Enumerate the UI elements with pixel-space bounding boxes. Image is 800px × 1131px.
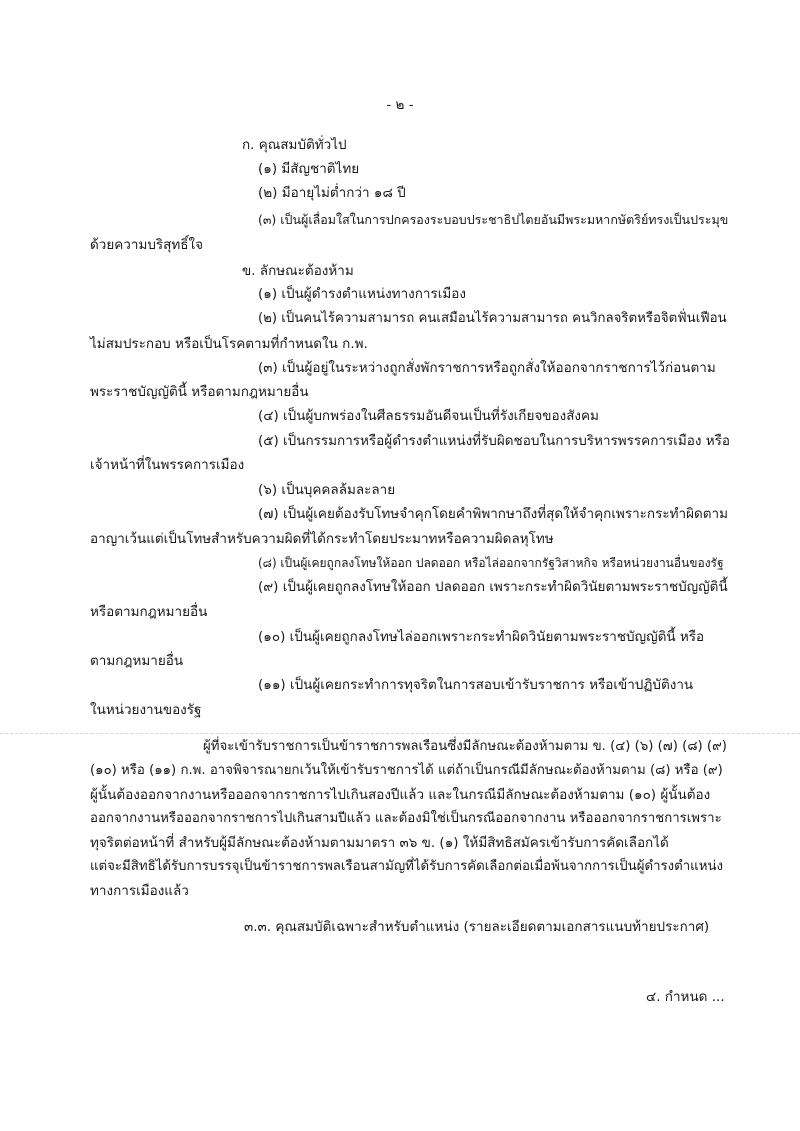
list-item: (๕) เป็นกรรมการหรือผู้ดำรงตำแหน่งที่รับผิดชอบในการบริหารพรรคการเมือง หรือ xyxy=(258,433,730,449)
list-item: (๖) เป็นบุคคลล้มละลาย xyxy=(258,482,396,498)
list-item: (๑๐) เป็นผู้เคยถูกลงโทษไล่ออกเพราะกระทำผิดวินัยตามพระราชบัญญัตินี้ หรือ xyxy=(258,629,705,645)
text-line: ในหน่วยงานของรัฐ xyxy=(90,702,202,718)
list-item: (๗) เป็นผู้เคยต้องรับโทษจำคุกโดยคำพิพากษาถึงที่สุดให้จำคุกเพราะกระทำผิดตาม xyxy=(258,506,728,522)
text-line: หรือตามกฎหมายอื่น xyxy=(90,604,208,620)
list-item: (๑) เป็นผู้ดำรงตำแหน่งทางการเมือง xyxy=(258,286,466,302)
section-heading: ก. คุณสมบัติทั่วไป xyxy=(242,137,347,153)
list-item: (๑๑) เป็นผู้เคยกระทำการทุจริตในการสอบเข้ารับราชการ หรือเข้าปฏิบัติงาน xyxy=(258,677,694,693)
list-item: (๓) เป็นผู้เลื่อมใสในการปกครองระบอบประชาธิปไตยอันมีพระมหากษัตริย์ทรงเป็นประมุข xyxy=(258,212,729,227)
text-line: ทุจริตต่อหน้าที่ สำหรับผู้มีลักษณะต้องห้ามตามมาตรา ๓๖ ข. (๑) ให้มีสิทธิสมัครเข้ารับการคัดเลือกได้ xyxy=(90,835,669,851)
text-line: ทางการเมืองแล้ว xyxy=(90,883,189,899)
list-item: (๘) เป็นผู้เคยถูกลงโทษให้ออก ปลดออก หรือไล่ออกจากรัฐวิสาหกิจ หรือหน่วยงานอื่นของรัฐ xyxy=(258,556,724,570)
divider-line xyxy=(0,733,800,734)
list-item: (๒) เป็นคนไร้ความสามารถ คนเสมือนไร้ความสามารถ คนวิกลจริตหรือจิตฟั่นเฟือน xyxy=(258,311,727,326)
list-item: (๑) มีสัญชาติไทย xyxy=(258,161,360,177)
text-line: ไม่สมประกอบ หรือเป็นโรคตามที่กำหนดใน ก.พ. xyxy=(90,336,368,352)
page-number: - ๒ - xyxy=(386,97,414,113)
text-line: พระราชบัญญัตินี้ หรือตามกฎหมายอื่น xyxy=(90,384,309,400)
text-line: ตามกฎหมายอื่น xyxy=(90,653,184,669)
section-heading: ข. ลักษณะต้องห้าม xyxy=(242,263,354,279)
text-line: แต่จะมีสิทธิได้รับการบรรจุเป็นข้าราชการพลเรือนสามัญที่ได้รับการคัดเลือกต่อเมื่อพ้นจากการเป็นผู้ดำรงตำแหน่ง xyxy=(90,859,723,874)
text-line: (๑๐) หรือ (๑๑) ก.พ. อาจพิจารณายกเว้นให้เข้ารับราชการได้ แต่ถ้าเป็นกรณีมีลักษณะต้องห้ามตาม (๘) หรือ (๙) xyxy=(90,763,723,778)
continuation-marker: ๔. กำหนด ... xyxy=(646,989,725,1005)
text-line: ผู้ที่จะเข้ารับราชการเป็นข้าราชการพลเรือนซึ่งมีลักษณะต้องห้ามตาม ข. (๔) (๖) (๗) (๘) (๙) xyxy=(203,739,727,754)
text-line: เจ้าหน้าที่ในพรรคการเมือง xyxy=(90,457,245,473)
list-item: (๒) มีอายุไม่ต่ำกว่า ๑๘ ปี xyxy=(258,185,406,201)
list-item: (๓) เป็นผู้อยู่ในระหว่างถูกสั่งพักราชการหรือถูกสั่งให้ออกจากราชการไว้ก่อนตาม xyxy=(258,360,716,376)
text-line: อาญาเว้นแต่เป็นโทษสำหรับความผิดที่ได้กระทำโดยประมาทหรือความผิดลหุโทษ xyxy=(90,531,554,547)
text-line: ออกจากงานหรือออกจากราชการไปเกินสามปีแล้ว และต้องมิใช่เป็นกรณีออกจากงาน หรือออกจากราชการเพราะ xyxy=(90,811,722,826)
list-item: (๔) เป็นผู้บกพร่องในศีลธรรมอันดีจนเป็นที่รังเกียจของสังคม xyxy=(258,408,599,424)
text-line: ด้วยความบริสุทธิ์ใจ xyxy=(90,237,204,253)
list-item: (๙) เป็นผู้เคยถูกลงโทษให้ออก ปลดออก เพราะกระทำผิดวินัยตามพระราชบัญญัตินี้ xyxy=(258,579,728,595)
section-3-3-heading: ๓.๓. คุณสมบัติเฉพาะสำหรับตำแหน่ง (รายละเอียดตามเอกสารแนบท้ายประกาศ) xyxy=(244,919,710,935)
text-line: ผู้นั้นต้องออกจากงานหรือออกจากราชการไปเกินสองปีแล้ว และในกรณีมีลักษณะต้องห้ามตาม (๑๐) ผู้นั้นต้อง xyxy=(90,787,711,803)
